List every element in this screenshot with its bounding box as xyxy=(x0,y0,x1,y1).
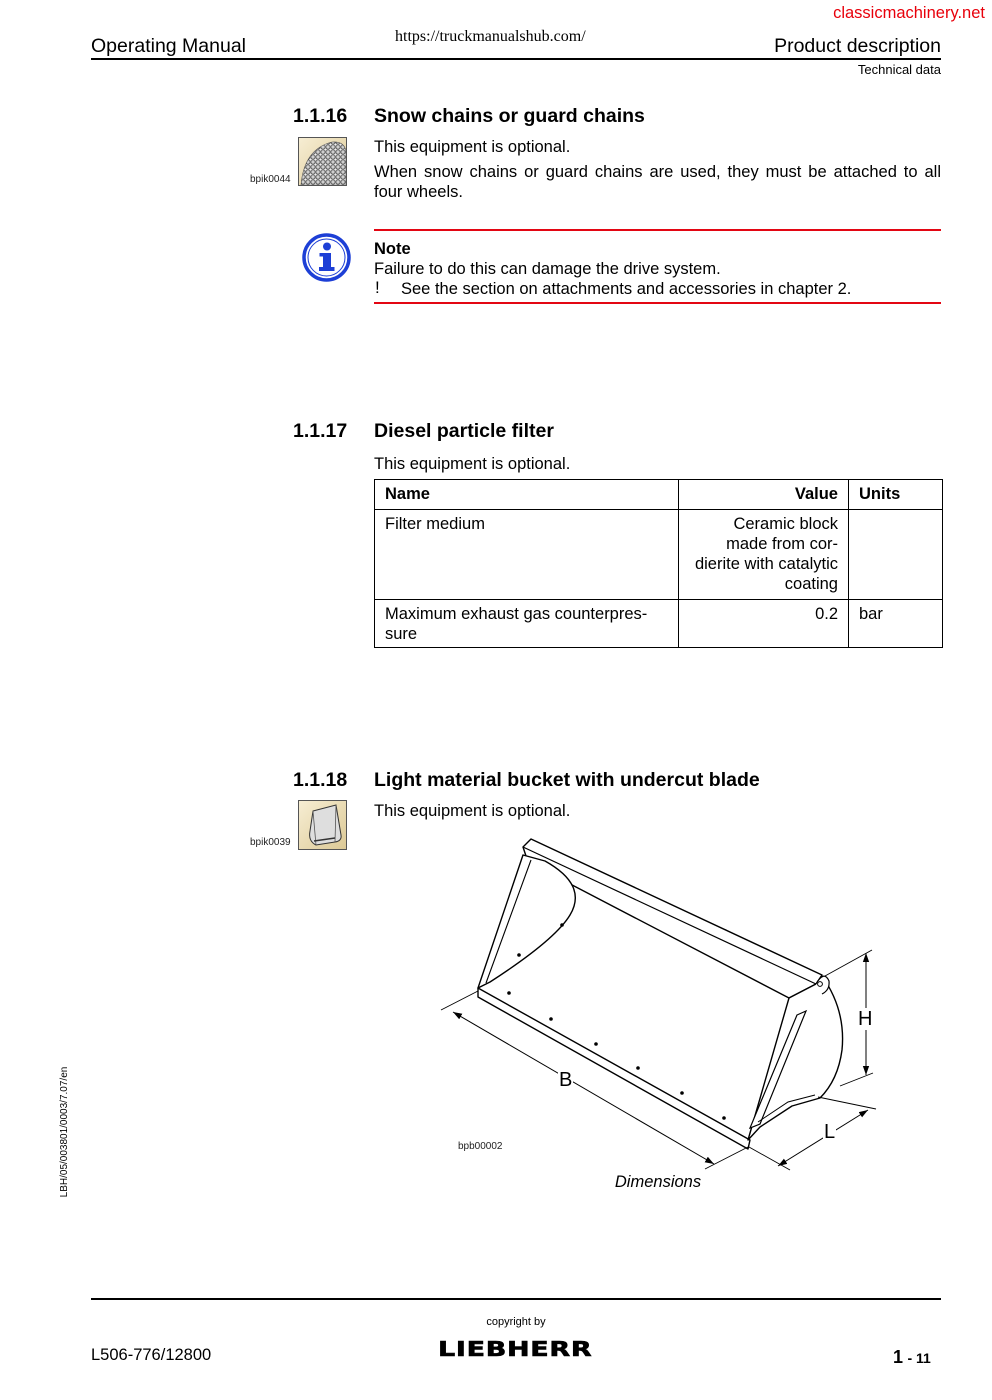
header-chapter-title: Product description xyxy=(774,35,941,57)
dimension-l-label: L xyxy=(824,1121,836,1143)
section-number: 1.1.18 xyxy=(293,769,348,791)
dimension-b-label: B xyxy=(559,1069,573,1091)
paragraph: This equipment is optional. xyxy=(374,455,571,473)
note-title: Note xyxy=(374,240,411,258)
bucket-bolt xyxy=(722,1116,726,1120)
cell-line: 0.2 xyxy=(815,605,838,623)
info-serif-base xyxy=(319,267,335,271)
bucket-left-side-plate xyxy=(478,855,575,988)
paragraph: This equipment is optional. xyxy=(374,138,571,156)
note-top-rule xyxy=(374,229,941,231)
header-subtitle: Technical data xyxy=(857,62,941,77)
filter-table-wrapper xyxy=(374,479,943,648)
page-number xyxy=(893,1346,931,1370)
header-manual-title: Operating Manual xyxy=(91,35,247,57)
bucket-bolt xyxy=(594,1042,598,1046)
table-cell-name xyxy=(375,600,679,648)
figure-code-label: bpb00002 xyxy=(458,1141,503,1152)
section-number: 1.1.17 xyxy=(293,420,348,442)
bucket-bolt xyxy=(549,1017,553,1021)
footer-rule xyxy=(91,1298,941,1300)
bucket-bolt xyxy=(560,923,564,927)
section-title: Snow chains or guard chains xyxy=(374,105,645,127)
filter-data-table xyxy=(374,479,943,648)
dimension-b-extension xyxy=(441,991,478,1010)
icon-code-label: bpik0039 xyxy=(250,837,291,848)
table-cell-units xyxy=(849,510,943,600)
table-row xyxy=(375,600,943,648)
table-cell-value xyxy=(679,600,849,648)
dimension-l-extension xyxy=(749,1147,790,1170)
table-cell-units: bar xyxy=(849,600,943,648)
paragraph: This equipment is optional. xyxy=(374,802,571,820)
dimension-h-label: H xyxy=(858,1008,873,1030)
model-number: L506-776/12800 xyxy=(91,1346,212,1364)
cell-line: dierite with catalytic xyxy=(694,555,838,573)
cell-line: coating xyxy=(784,575,838,593)
note-action-text: See the section on attachments and accessories in chapter 2. xyxy=(401,280,852,298)
section-number: 1.1.16 xyxy=(293,105,348,127)
liebherr-logo: LIEBHERR xyxy=(438,1337,593,1361)
info-icon-graphic xyxy=(302,233,351,282)
icon-code-label: bpik0044 xyxy=(250,174,291,185)
table-cell-value xyxy=(679,510,849,600)
figure-caption: Dimensions xyxy=(614,1173,702,1191)
table-header-units: Units xyxy=(849,480,943,510)
bucket-bolt xyxy=(636,1066,640,1070)
table-header-row xyxy=(375,480,943,510)
section-title: Light material bucket with undercut blade xyxy=(374,769,760,791)
note-text: Failure to do this can damage the drive system. xyxy=(374,260,721,278)
bucket-bolt xyxy=(680,1091,684,1095)
cell-line: Filter medium xyxy=(385,515,485,533)
dimension-h-extension xyxy=(840,1073,873,1086)
paragraph: When snow chains or guard chains are used, they must be attached to all four wheels. xyxy=(374,163,941,201)
bucket-icon xyxy=(298,800,347,850)
note-action-bullet: ! xyxy=(375,278,380,297)
info-dot xyxy=(323,243,331,251)
section-title: Diesel particle filter xyxy=(374,420,554,442)
dimension-b-extension xyxy=(705,1147,748,1169)
bucket-icon-graphic xyxy=(298,800,347,850)
info-icon xyxy=(302,233,351,282)
note-bottom-rule xyxy=(374,302,941,304)
snow-chain-icon xyxy=(298,137,347,186)
cell-line: Maximum exhaust gas counterpres- xyxy=(385,605,648,623)
page-index: - 11 xyxy=(907,1350,931,1366)
source-url: https://truckmanualshub.com/ xyxy=(395,28,586,45)
table-header-value: Value xyxy=(679,480,849,510)
bucket-dimension-drawing xyxy=(430,830,890,1175)
copyright-text: copyright by xyxy=(486,1316,546,1328)
bucket-cutting-edge xyxy=(478,988,750,1149)
dimension-h-extension xyxy=(825,950,872,976)
bucket-bolt xyxy=(517,953,521,957)
info-serif-top xyxy=(320,253,326,257)
table-row xyxy=(375,510,943,600)
cell-line: sure xyxy=(385,625,418,643)
page-chapter: 1 xyxy=(893,1347,904,1367)
header-rule xyxy=(91,58,941,60)
snow-chain-icon-graphic xyxy=(298,137,347,186)
document-code: LBH/05/003801/0003/7.07/en xyxy=(59,1066,70,1198)
table-cell-name xyxy=(375,510,679,600)
cell-line: made from cor- xyxy=(726,535,838,553)
table-header-name: Name xyxy=(375,480,679,510)
cell-line: Ceramic block xyxy=(733,515,838,533)
watermark-text: classicmachinery.net xyxy=(833,4,985,22)
bucket-bolt xyxy=(507,991,511,995)
dimension-l-extension xyxy=(818,1097,876,1109)
